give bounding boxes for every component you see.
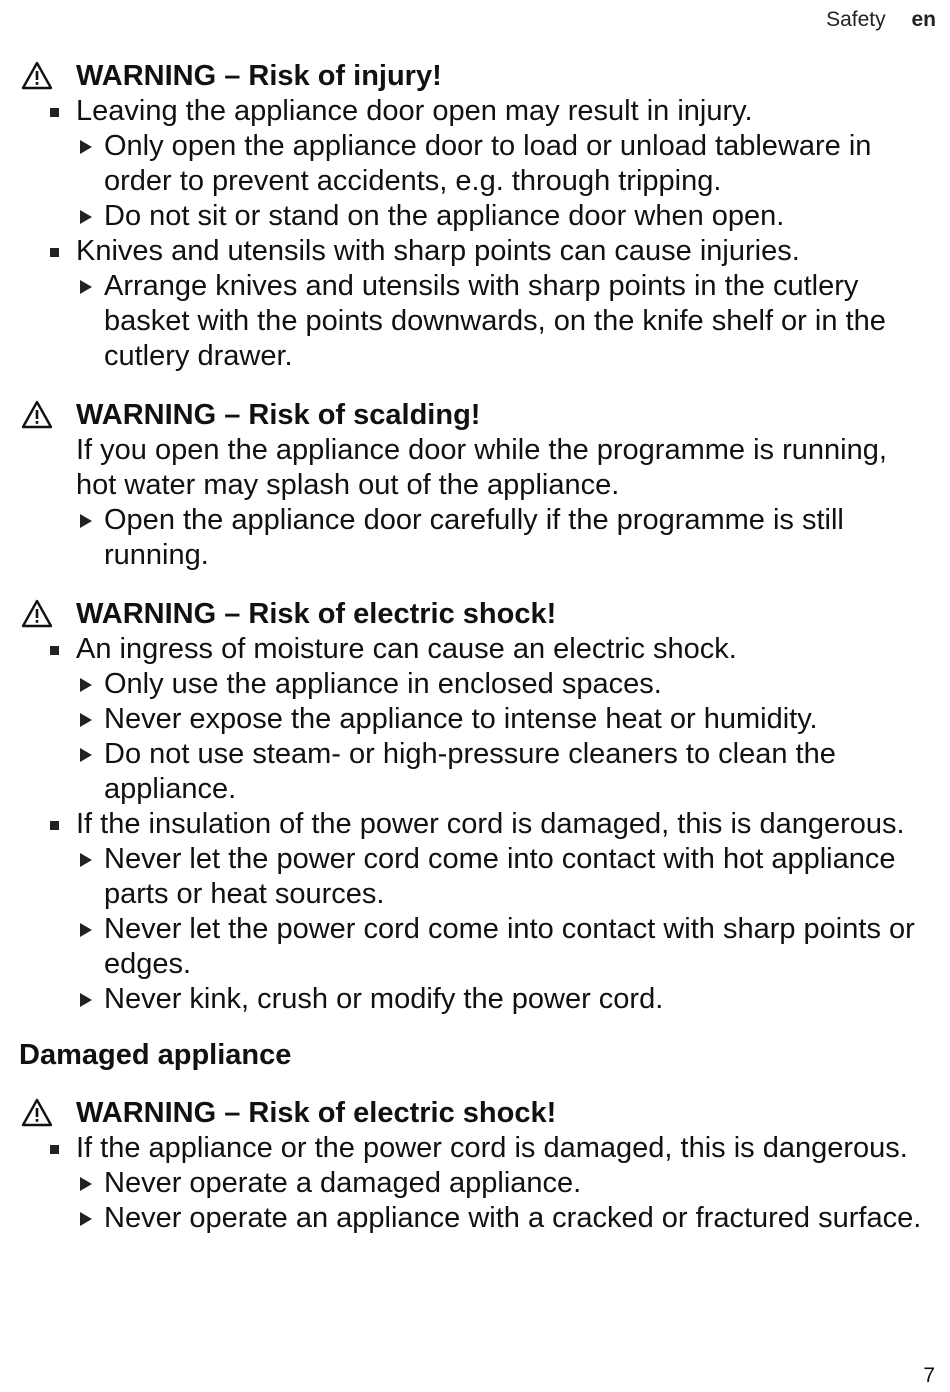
section-label: Safety bbox=[826, 8, 886, 31]
language-code: en bbox=[911, 8, 936, 31]
action-item: Do not sit or stand on the appliance door when open. bbox=[0, 199, 950, 234]
warning-triangle-icon bbox=[21, 61, 53, 90]
action-item: Arrange knives and utensils with sharp points in the cutlery basket with the points downwards, on the knife shelf or in the cutlery drawer. bbox=[0, 269, 950, 374]
arrow-right-icon bbox=[80, 1212, 92, 1226]
arrow-right-icon bbox=[80, 748, 92, 762]
warning-triangle-icon bbox=[21, 599, 53, 628]
arrow-right-icon bbox=[80, 140, 92, 154]
page-content bbox=[0, 58, 950, 1236]
action-item: Never operate a damaged appliance. bbox=[0, 1166, 950, 1201]
arrow-right-icon bbox=[80, 280, 92, 294]
page-number: 7 bbox=[923, 1364, 935, 1387]
page-header bbox=[826, 8, 936, 32]
action-item: Never let the power cord come into contact with hot appliance parts or heat sources. bbox=[0, 842, 950, 912]
action-item: Never operate an appliance with a cracked or fractured surface. bbox=[0, 1201, 950, 1236]
arrow-right-icon bbox=[80, 993, 92, 1007]
action-item: Never expose the appliance to intense heat or humidity. bbox=[0, 702, 950, 737]
arrow-right-icon bbox=[80, 853, 92, 867]
bullet-square-icon bbox=[50, 108, 59, 117]
list-item: An ingress of moisture can cause an electric shock. bbox=[0, 632, 950, 667]
warning-triangle-icon bbox=[21, 1098, 53, 1127]
warning-shock-title: WARNING – Risk of electric shock! bbox=[0, 596, 950, 632]
list-item: If the insulation of the power cord is damaged, this is dangerous. bbox=[0, 807, 950, 842]
arrow-right-icon bbox=[80, 1177, 92, 1191]
list-item: If the appliance or the power cord is damaged, this is dangerous. bbox=[0, 1131, 950, 1166]
list-item: Leaving the appliance door open may result in injury. bbox=[0, 94, 950, 129]
action-item: Never kink, crush or modify the power cord. bbox=[0, 982, 950, 1017]
bullet-square-icon bbox=[50, 1145, 59, 1154]
action-item: Open the appliance door carefully if the programme is still running. bbox=[0, 503, 950, 573]
arrow-right-icon bbox=[80, 514, 92, 528]
bullet-square-icon bbox=[50, 248, 59, 257]
bullet-square-icon bbox=[50, 646, 59, 655]
list-item: Knives and utensils with sharp points can cause injuries. bbox=[0, 234, 950, 269]
arrow-right-icon bbox=[80, 923, 92, 937]
arrow-right-icon bbox=[80, 210, 92, 224]
warning-damaged-title: WARNING – Risk of electric shock! bbox=[0, 1095, 950, 1131]
action-item: Never let the power cord come into contact with sharp points or edges. bbox=[0, 912, 950, 982]
action-item: Only use the appliance in enclosed spaces. bbox=[0, 667, 950, 702]
arrow-right-icon bbox=[80, 713, 92, 727]
warning-triangle-icon bbox=[21, 400, 53, 429]
action-item: Do not use steam- or high-pressure cleaners to clean the appliance. bbox=[0, 737, 950, 807]
warning-injury-title: WARNING – Risk of injury! bbox=[0, 58, 950, 94]
arrow-right-icon bbox=[80, 678, 92, 692]
action-item: Only open the appliance door to load or unload tableware in order to prevent accidents, e.g. through tripping. bbox=[0, 129, 950, 199]
bullet-square-icon bbox=[50, 821, 59, 830]
warning-scalding-title: WARNING – Risk of scalding! bbox=[0, 397, 950, 433]
warning-text: If you open the appliance door while the programme is running, hot water may splash out of the appliance. bbox=[76, 434, 887, 501]
section-heading: Damaged appliance bbox=[19, 1039, 292, 1071]
